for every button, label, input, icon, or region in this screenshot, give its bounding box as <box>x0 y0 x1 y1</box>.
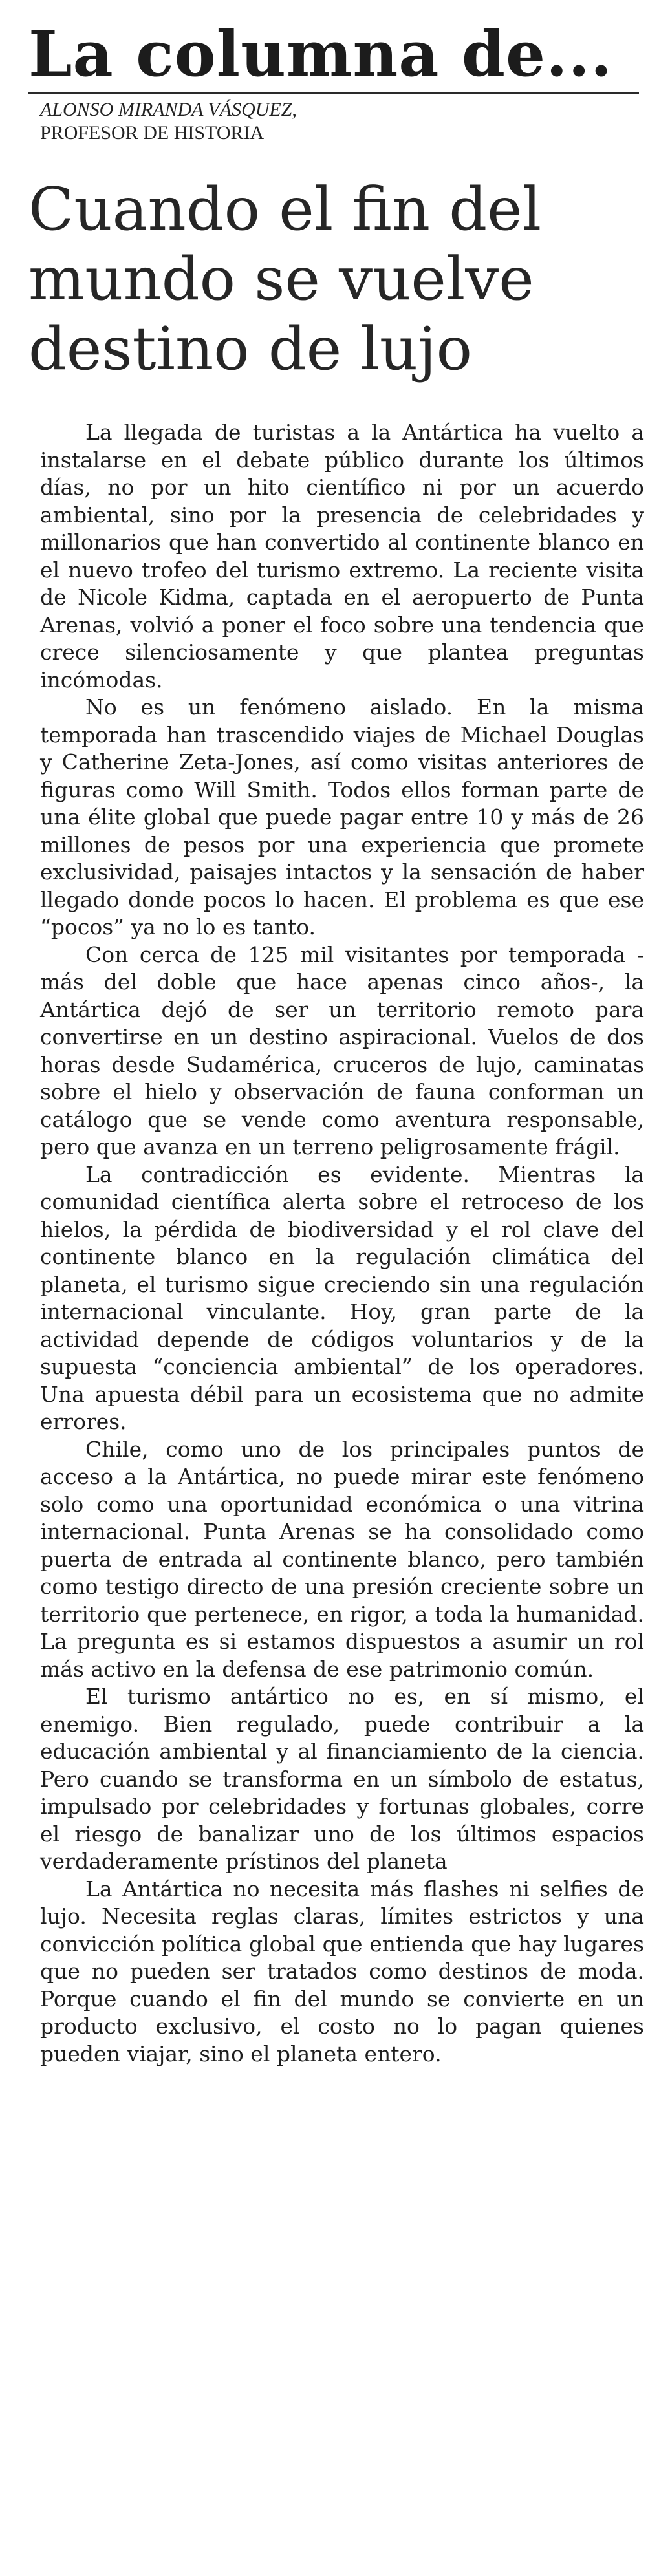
article-headline: Cuando el fin del mundo se vuelve destino de lujo <box>28 175 542 383</box>
article-paragraph: La llegada de turistas a la Antártica ha vuelto a instalarse en el debate público durante los últimos días, no por un hito científico ni por un acuerdo ambiental, sino por la presencia de celebridades y millonarios que han convertido al continente blanco en el nuevo trofeo del turismo extremo. La reciente visita de Nicole Kidma, captada en el aeropuerto de Punta Arenas, volvió a poner el foco sobre una tendencia que crece silenciosamente y que plantea preguntas incómodas. <box>40 420 644 692</box>
article-paragraph: La contradicción es evidente. Mientras la comunidad científica alerta sobre el retroceso de los hielos, la pérdida de biodiversidad y el rol clave del continente blanco en la regulación climática del planeta, el turismo sigue creciendo sin una regulación internacional vinculante. Hoy, gran parte de la actividad depende de códigos voluntarios y de la supuesta “conciencia ambiental” de los operadores. Una apuesta débil para un ecosistema que no admite errores. <box>40 1161 644 1434</box>
author-name: ALONSO MIRANDA VÁSQUEZ, <box>40 99 297 120</box>
article-body <box>40 419 644 2068</box>
article-paragraph: Chile, como uno de los principales puntos de acceso a la Antártica, no puede mirar este fenómeno solo como una oportunidad económica o una vitrina internacional. Punta Arenas se ha consolidado como puerta de entrada al continente blanco, pero también como testigo directo de una presión creciente sobre un territorio que pertenece, en rigor, a toda la humanidad. La pregunta es si estamos dispuestos a asumir un rol más activo en la defensa de ese patrimonio común. <box>40 1436 644 1682</box>
article-paragraph: Con cerca de 125 mil visitantes por temporada -más del doble que hace apenas cinco años-, la Antártica dejó de ser un territorio remoto para convertirse en un destino aspiracional. Vuelos de dos horas desde Sudamérica, cruceros de lujo, caminatas sobre el hielo y observación de fauna conforman un catálogo que se vende como aventura responsable, pero que avanza en un terreno peligrosamente frágil. <box>40 941 644 1159</box>
byline <box>40 98 297 145</box>
kicker-divider <box>28 92 639 94</box>
article-paragraph: El turismo antártico no es, en sí mismo, el enemigo. Bien regulado, puede contribuir a la educación ambiental y al financiamiento de la ciencia. Pero cuando se transforma en un símbolo de estatus, impulsado por celebridades y fortunas globales, corre el riesgo de banalizar uno de los últimos espacios verdaderamente prístinos del planeta <box>40 1684 644 1874</box>
article-paragraph: No es un fenómeno aislado. En la misma temporada han trascendido viajes de Michael Douglas y Catherine Zeta-Jones, así como visitas anteriores de figuras como Will Smith. Todos ellos forman parte de una élite global que puede pagar entre 10 y más de 26 millones de pesos por una experiencia que promete exclusividad, paisajes intactos y la sensación de haber llegado donde pocos lo hacen. El problema es que ese “pocos” ya no lo es tanto. <box>40 694 644 939</box>
column-kicker: La columna de... <box>28 17 613 91</box>
author-role: PROFESOR DE HISTORIA <box>40 122 265 144</box>
article-paragraph: La Antártica no necesita más flashes ni selfies de lujo. Necesita reglas claras, límites estrictos y una convicción política global que entienda que hay lugares que no pueden ser tratados como destinos de moda. Porque cuando el fin del mundo se convierte en un producto exclusivo, el costo no lo pagan quienes pueden viajar, sino el planeta entero. <box>40 1876 644 2066</box>
